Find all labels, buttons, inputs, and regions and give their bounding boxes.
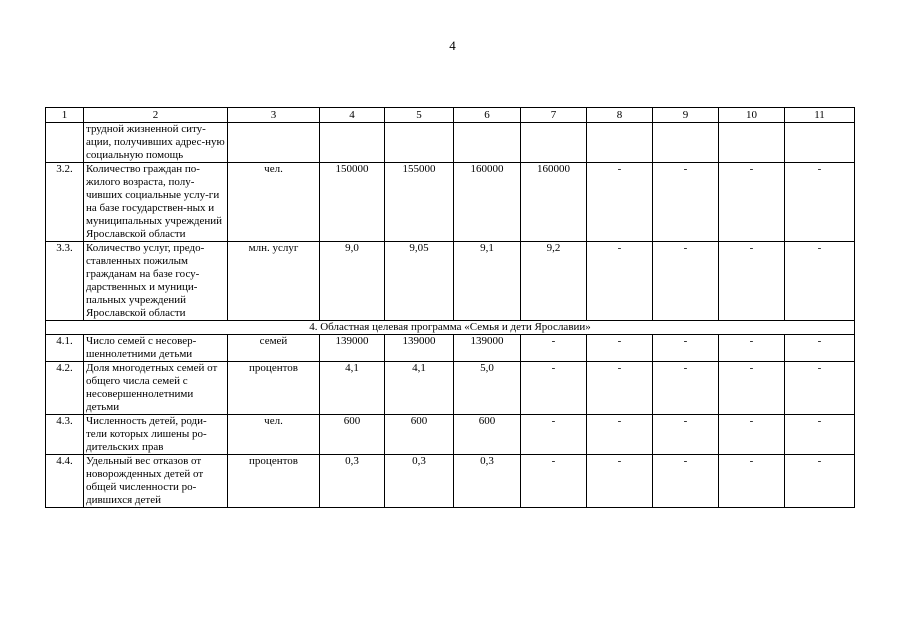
row-value: - (521, 362, 587, 415)
row-number: 4.3. (46, 415, 84, 455)
row-number: 4.1. (46, 335, 84, 362)
row-value: - (719, 335, 785, 362)
row-value: - (587, 415, 653, 455)
row-indicator-name: Доля многодетных семей от общего числа семей с несовершеннолетними детьми (84, 362, 228, 415)
row-value (454, 123, 521, 163)
row-value: 9,2 (521, 242, 587, 321)
row-value: - (587, 335, 653, 362)
row-value: 600 (320, 415, 385, 455)
row-value: 0,3 (454, 455, 521, 508)
row-value: - (653, 335, 719, 362)
row-unit: семей (228, 335, 320, 362)
row-value: 139000 (454, 335, 521, 362)
header-cell: 4 (320, 108, 385, 123)
table-row (46, 163, 855, 242)
row-value: - (521, 335, 587, 362)
row-value: - (587, 362, 653, 415)
row-value: 5,0 (454, 362, 521, 415)
table-header-row (46, 108, 855, 123)
row-value: 150000 (320, 163, 385, 242)
header-cell: 8 (587, 108, 653, 123)
table-row (46, 335, 855, 362)
row-value: 160000 (521, 163, 587, 242)
row-value: - (719, 163, 785, 242)
row-value: 600 (454, 415, 521, 455)
header-cell: 6 (454, 108, 521, 123)
row-indicator-name: Количество граждан по-жилого возраста, полу-чивших социальные услу-ги на базе государствен-ных и муниципальных учреждений Ярославской области (84, 163, 228, 242)
row-value: - (719, 415, 785, 455)
row-value: 0,3 (320, 455, 385, 508)
row-number: 3.2. (46, 163, 84, 242)
indicators-table (45, 107, 855, 508)
row-value (320, 123, 385, 163)
row-indicator-name: трудной жизненной ситу-ации, получивших адрес-ную социальную помощь (84, 123, 228, 163)
section-row (46, 321, 855, 335)
row-indicator-name: Количество услуг, предо-ставленных пожилым гражданам на базе госу-дарственных и муници-пальных учреждений Ярославской области (84, 242, 228, 321)
row-value: - (785, 242, 855, 321)
header-cell: 3 (228, 108, 320, 123)
table-row (46, 123, 855, 163)
row-value: 9,05 (385, 242, 454, 321)
row-value: - (653, 362, 719, 415)
row-value: - (653, 163, 719, 242)
row-unit: млн. услуг (228, 242, 320, 321)
row-number: 4.4. (46, 455, 84, 508)
row-unit (228, 123, 320, 163)
row-value: 139000 (320, 335, 385, 362)
row-value (385, 123, 454, 163)
table-row (46, 242, 855, 321)
row-value (653, 123, 719, 163)
row-indicator-name: Число семей с несовер-шеннолетними детьми (84, 335, 228, 362)
table-row (46, 455, 855, 508)
row-value (785, 123, 855, 163)
page-number: 4 (449, 38, 456, 53)
section-title: 4. Областная целевая программа «Семья и дети Ярославии» (46, 321, 855, 335)
row-value: - (785, 163, 855, 242)
header-cell: 11 (785, 108, 855, 123)
row-value: 9,1 (454, 242, 521, 321)
row-indicator-name: Численность детей, роди-тели которых лишены ро-дительских прав (84, 415, 228, 455)
row-value: - (587, 163, 653, 242)
row-value: 9,0 (320, 242, 385, 321)
row-value: - (587, 455, 653, 508)
header-cell: 1 (46, 108, 84, 123)
row-value (587, 123, 653, 163)
row-unit: процентов (228, 362, 320, 415)
header-cell: 10 (719, 108, 785, 123)
row-value: - (785, 455, 855, 508)
row-unit: процентов (228, 455, 320, 508)
row-value: - (719, 242, 785, 321)
row-unit: чел. (228, 163, 320, 242)
row-value: - (653, 242, 719, 321)
row-value: 4,1 (320, 362, 385, 415)
row-value: 0,3 (385, 455, 454, 508)
row-value: - (587, 242, 653, 321)
row-value: 4,1 (385, 362, 454, 415)
row-value: 139000 (385, 335, 454, 362)
row-value: - (785, 362, 855, 415)
header-cell: 9 (653, 108, 719, 123)
row-value: 160000 (454, 163, 521, 242)
row-value: - (521, 455, 587, 508)
row-number: 3.3. (46, 242, 84, 321)
table-row (46, 415, 855, 455)
row-number (46, 123, 84, 163)
row-value (521, 123, 587, 163)
row-value: - (785, 415, 855, 455)
row-value: - (785, 335, 855, 362)
row-value: 600 (385, 415, 454, 455)
row-value: - (653, 415, 719, 455)
row-value: - (653, 455, 719, 508)
table-row (46, 362, 855, 415)
row-value: - (719, 362, 785, 415)
row-value (719, 123, 785, 163)
row-value: - (719, 455, 785, 508)
header-cell: 7 (521, 108, 587, 123)
row-value: - (521, 415, 587, 455)
header-cell: 2 (84, 108, 228, 123)
row-value: 155000 (385, 163, 454, 242)
row-unit: чел. (228, 415, 320, 455)
header-cell: 5 (385, 108, 454, 123)
row-indicator-name: Удельный вес отказов от новорожденных детей от общей численности ро-дившихся детей (84, 455, 228, 508)
row-number: 4.2. (46, 362, 84, 415)
